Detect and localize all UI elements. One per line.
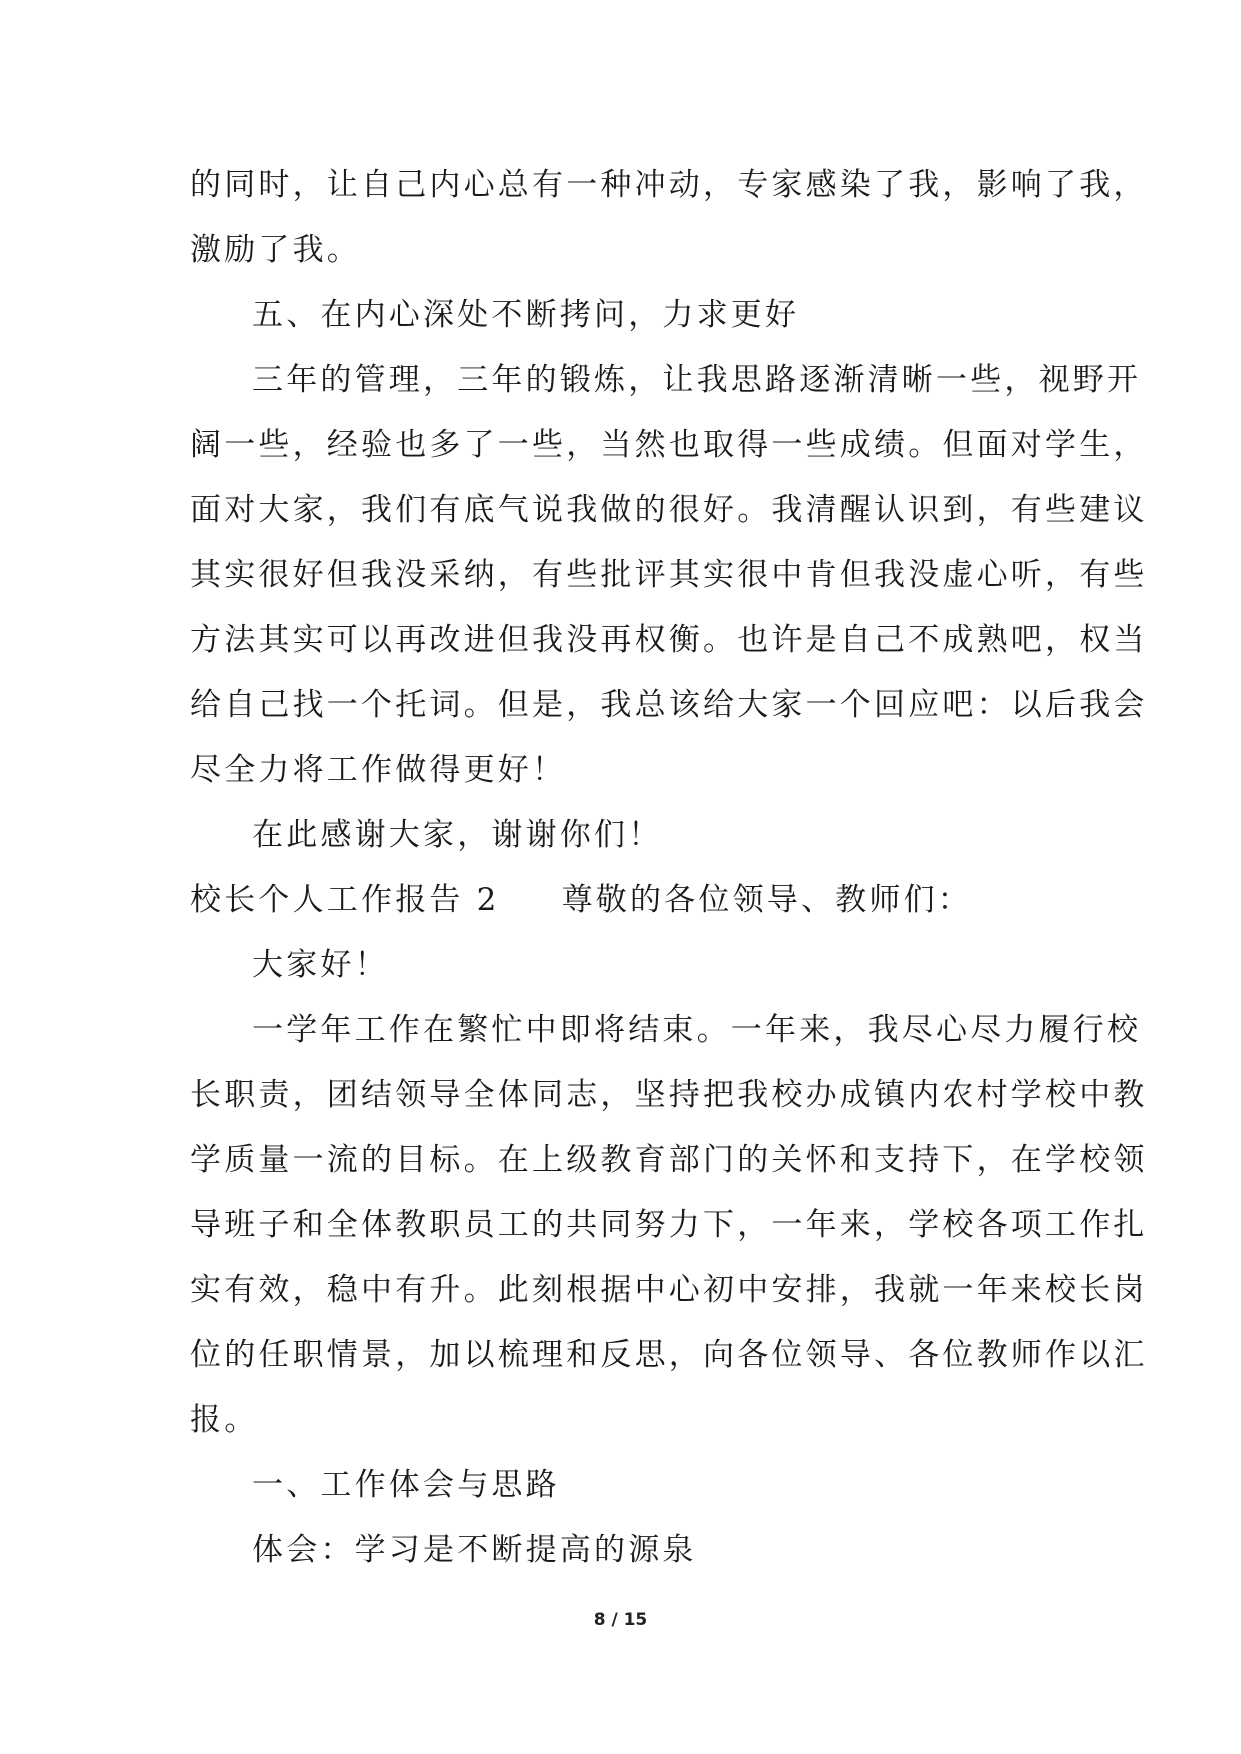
paragraph-line: 三年的管理，三年的锻炼，让我思路逐渐清晰一些，视野开	[252, 362, 1142, 398]
section-heading-one: 一、工作体会与思路	[252, 1467, 560, 1503]
paragraph-line: 给自己找一个托词。但是，我总该给大家一个回应吧：以后我会	[190, 687, 1148, 723]
paragraph-line: 方法其实可以再改进但我没再权衡。也许是自己不成熟吧，权当	[190, 622, 1148, 658]
paragraph-line: 尽全力将工作做得更好！	[190, 752, 567, 788]
paragraph-line: 报。	[190, 1402, 259, 1438]
report-salutation: 尊敬的各位领导、教师们：	[561, 882, 972, 918]
paragraph-line: 激励了我。	[190, 232, 361, 268]
paragraph-line: 其实很好但我没采纳，有些批评其实很中肯但我没虚心听，有些	[190, 557, 1148, 593]
closing-thanks: 在此感谢大家，谢谢你们！	[252, 817, 663, 853]
paragraph-line: 实有效，稳中有升。此刻根据中心初中安排，我就一年来校长岗	[190, 1272, 1148, 1308]
paragraph-line: 位的任职情景，加以梳理和反思，向各位领导、各位教师作以汇	[190, 1337, 1148, 1373]
paragraph-line: 学质量一流的目标。在上级教育部门的关怀和支持下，在学校领	[190, 1142, 1148, 1178]
page-number: 8 / 15	[593, 1610, 648, 1630]
subheading: 体会：学习是不断提高的源泉	[252, 1532, 697, 1568]
paragraph-line: 一学年工作在繁忙中即将结束。一年来，我尽心尽力履行校	[252, 1012, 1142, 1048]
greeting: 大家好！	[252, 947, 389, 983]
report-title: 校长个人工作报告 2	[190, 882, 500, 918]
paragraph-line: 面对大家，我们有底气说我做的很好。我清醒认识到，有些建议	[190, 492, 1148, 528]
section-heading-five: 五、在内心深处不断拷问，力求更好	[252, 297, 800, 333]
report-heading-line	[190, 868, 1070, 933]
paragraph-line: 长职责，团结领导全体同志，坚持把我校办成镇内农村学校中教	[190, 1077, 1148, 1113]
paragraph-line: 阔一些，经验也多了一些，当然也取得一些成绩。但面对学生，	[190, 427, 1148, 463]
paragraph-line: 的同时，让自己内心总有一种冲动，专家感染了我，影响了我，	[190, 167, 1148, 203]
paragraph-line: 导班子和全体教职员工的共同努力下，一年来，学校各项工作扎	[190, 1207, 1148, 1243]
document-body	[190, 153, 1148, 1583]
